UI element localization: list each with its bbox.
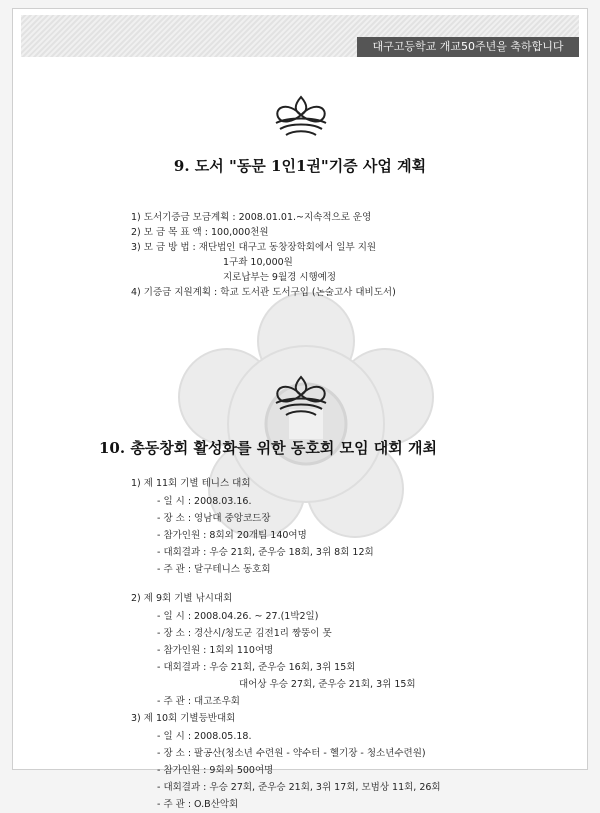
event-detail: - 일 시 : 2008.03.16. <box>157 496 252 507</box>
plan-item: 4) 기증금 지원계획 : 학교 도서관 도서구입 (논술고사 대비도서) <box>131 287 396 298</box>
event-detail: - 장 소 : 영남대 중앙코드장 <box>157 513 271 524</box>
plan-item: 3) 모 금 방 법 : 재단법인 대구고 동창장학회에서 일부 지원 <box>131 242 377 253</box>
ornament-icon <box>270 93 332 139</box>
event-detail: - 대회결과 : 우승 27회, 준우승 21회, 3위 17회, 모범상 11회, 26회 <box>157 782 441 793</box>
event-detail: - 주 관 : 대고조우회 <box>157 696 240 707</box>
plan-item: 2) 모 금 목 표 액 : 100,000천원 <box>131 227 269 238</box>
plan-item: 1) 도서기증금 모금계획 : 2008.01.01.~지속적으로 운영 <box>131 212 372 223</box>
event-detail: - 일 시 : 2008.04.26. ~ 27.(1박2일) <box>157 611 319 622</box>
plan-item-cont: 지로납부는 9월경 시행예정 <box>223 272 337 283</box>
event-detail: - 장 소 : 팔공산(청소년 수련원 - 약수터 - 헬기장 - 청소년수련원) <box>157 748 426 759</box>
event-detail: - 주 관 : O.B산악회 <box>157 799 239 810</box>
event-detail: - 참가인원 : 1회외 110여명 <box>157 645 274 656</box>
event-title: 1) 제 11회 기별 테니스 대회 <box>131 478 251 489</box>
event-title: 2) 제 9회 기별 낚시대회 <box>131 593 233 604</box>
banner-text: 대구고등학교 개교50주년을 축하합니다 <box>357 37 579 57</box>
event-detail: - 주 관 : 달구테니스 동호회 <box>157 564 271 575</box>
event-detail: - 참가인원 : 8회외 20개팀 140여명 <box>157 530 307 541</box>
event-detail-cont: 대어상 우승 27회, 준우승 21회, 3위 15회 <box>239 679 416 690</box>
event-detail: - 대회결과 : 우승 21회, 준우승 18회, 3위 8회 12회 <box>157 547 374 558</box>
event-detail: - 일 시 : 2008.05.18. <box>157 731 252 742</box>
club-events <box>131 475 441 813</box>
section-heading-10: 10. 총동창회 활성화를 위한 동호회 모임 대회 개최 <box>99 439 437 457</box>
ornament-icon <box>270 373 332 419</box>
event-detail: - 참가인원 : 9회외 500여명 <box>157 765 274 776</box>
event-detail: - 장 소 : 경산시/청도군 김전1리 짱뚱이 못 <box>157 628 332 639</box>
header-banner <box>21 15 579 57</box>
event-detail: - 대회결과 : 우승 21회, 준우승 16회, 3위 15회 <box>157 662 356 673</box>
document-page <box>12 8 588 810</box>
book-donation-plan <box>131 209 396 299</box>
section-heading-9: 9. 도서 "동문 1인1권"기증 사업 계획 <box>173 157 427 175</box>
event-title: 3) 제 10회 기별등반대회 <box>131 713 236 724</box>
plan-item-cont: 1구좌 10,000원 <box>223 257 293 268</box>
